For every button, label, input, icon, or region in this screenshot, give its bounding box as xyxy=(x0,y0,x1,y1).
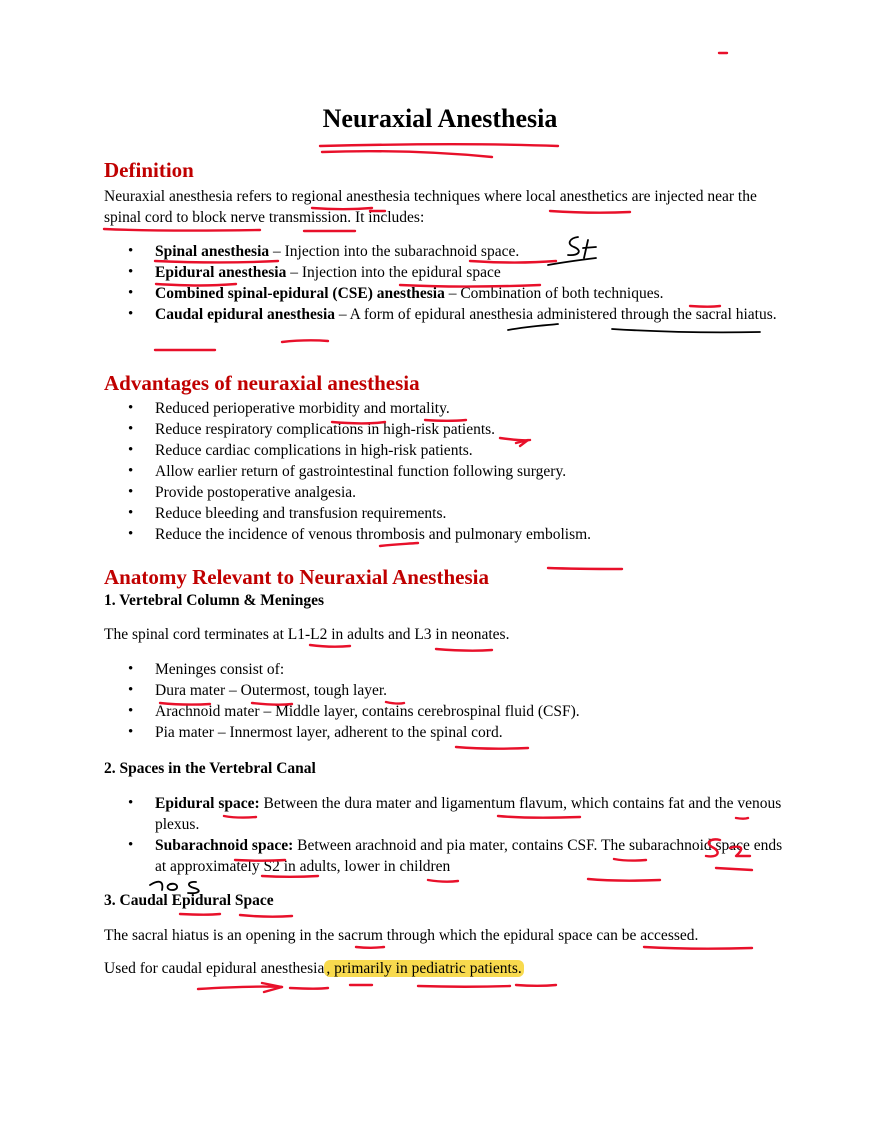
section-1-heading: 1. Vertebral Column & Meninges xyxy=(104,592,325,609)
page-title: Neuraxial Anesthesia xyxy=(322,104,558,133)
definition-heading: Definition xyxy=(104,158,194,182)
list-item: • Caudal epidural anesthesia – A form of epidural anesthesia administered through the sacral hiatus. xyxy=(104,304,784,325)
section-3-heading: 3. Caudal Epidural Space xyxy=(104,892,274,909)
list-item: • Combined spinal-epidural (CSE) anesthesia – Combination of both techniques. xyxy=(104,283,784,304)
section-3-text-2: Used for caudal epidural anesthesia , primarily in pediatric patients. xyxy=(104,960,522,977)
list-item: • Dura mater – Outermost, tough layer. xyxy=(104,680,784,701)
list-item: • Spinal anesthesia – Injection into the subarachnoid space. xyxy=(104,241,784,262)
section-2-heading: 2. Spaces in the Vertebral Canal xyxy=(104,760,316,777)
list-item: • Pia mater – Innermost layer, adherent to the spinal cord. xyxy=(104,722,784,743)
list-item: • Reduced perioperative morbidity and mortality. xyxy=(104,398,784,419)
list-item: • Epidural space: Between the dura mater and ligamentum flavum, which contains fat and the venous plexus. xyxy=(104,793,784,835)
list-item: • Provide postoperative analgesia. xyxy=(104,482,784,503)
list-item: • Reduce the incidence of venous thrombosis and pulmonary embolism. xyxy=(104,524,784,545)
list-item: • Allow earlier return of gastrointestinal function following surgery. xyxy=(104,461,784,482)
list-item: • Epidural anesthesia – Injection into the epidural space xyxy=(104,262,784,283)
list-item: • Reduce respiratory complications in high-risk patients. xyxy=(104,419,784,440)
advantages-list xyxy=(104,398,784,545)
meninges-list xyxy=(104,659,784,743)
definition-list xyxy=(104,241,784,325)
section-1-text: The spinal cord terminates at L1-L2 in adults and L3 in neonates. xyxy=(104,626,510,643)
list-item: • Reduce cardiac complications in high-risk patients. xyxy=(104,440,784,461)
spaces-list xyxy=(104,793,784,877)
advantages-heading: Advantages of neuraxial anesthesia xyxy=(104,371,420,395)
list-item: • Arachnoid mater – Middle layer, contains cerebrospinal fluid (CSF). xyxy=(104,701,784,722)
section-3-text-1: The sacral hiatus is an opening in the sacrum through which the epidural space can be accessed. xyxy=(104,927,699,944)
list-item: • Reduce bleeding and transfusion requirements. xyxy=(104,503,784,524)
definition-intro: Neuraxial anesthesia refers to regional anesthesia techniques where local anesthetics are injected near the spinal cord to block nerve transmission. It includes: xyxy=(104,188,757,226)
highlighted-text: , primarily in pediatric patients. xyxy=(326,960,522,977)
list-item: • Meninges consist of: xyxy=(104,659,784,680)
list-item: • Subarachnoid space: Between arachnoid and pia mater, contains CSF. The subarachnoid space ends at approximately S2 in adults, lower in children xyxy=(104,835,784,877)
anatomy-heading: Anatomy Relevant to Neuraxial Anesthesia xyxy=(104,565,489,589)
